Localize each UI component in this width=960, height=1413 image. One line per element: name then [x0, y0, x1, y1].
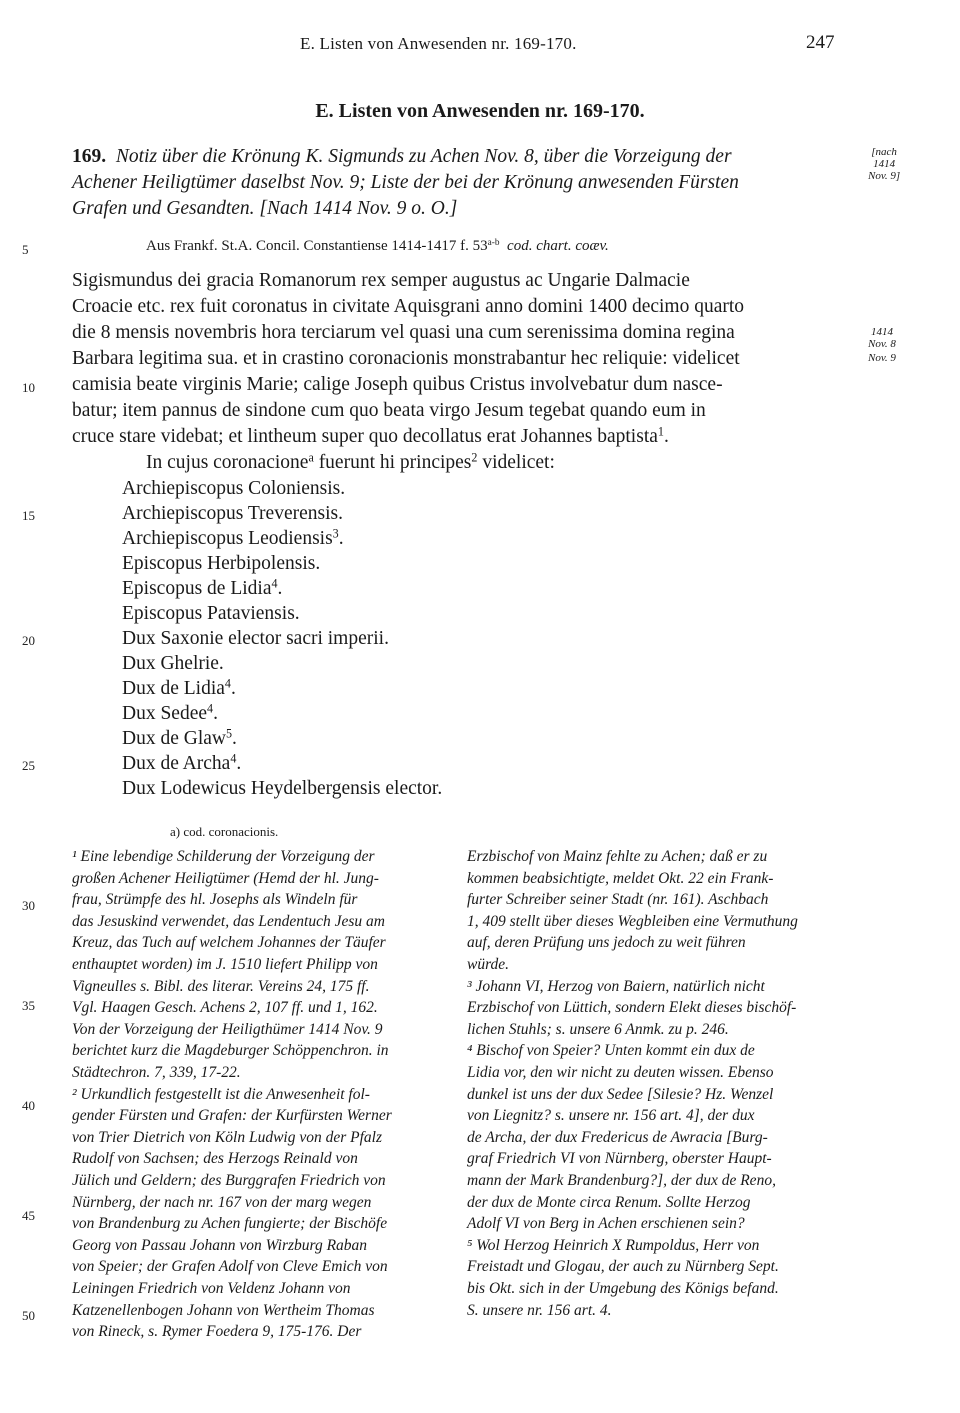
- prince-name: Episcopus de Lidia: [122, 578, 272, 599]
- prince-item: [122, 728, 237, 750]
- prince-name: Dux Lodewicus Heydelbergensis elector.: [122, 778, 443, 799]
- footnote-ref: 5: [225, 726, 233, 741]
- footnote-line: 1, 409 stellt über dieses Wegbleiben eine Vermuthung: [467, 912, 798, 930]
- footnote-line: lichen Stuhls; s. unsere 6 Anmk. zu p. 246.: [467, 1020, 729, 1038]
- footnote-line: Freistadt und Glogau, der auch zu Nürnberg Sept.: [467, 1258, 779, 1276]
- footnote-line: Georg von Passau Johann von Wirzburg Raban: [72, 1236, 368, 1254]
- line-number: 20: [22, 633, 35, 648]
- footnote-line: ³ Johann VI, Herzog von Baiern, natürlich nicht: [467, 977, 765, 995]
- footnote-line: S. unsere nr. 156 art. 4.: [467, 1301, 612, 1319]
- footnote-line: Leiningen Friedrich von Veldenz Johann von: [72, 1280, 351, 1297]
- footnote-line: ² Urkundlich festgestellt ist die Anwesenheit fol-: [72, 1085, 370, 1103]
- intro-text: fuerunt hi principes: [313, 452, 472, 473]
- prince-name: Archiepiscopus Treverensis.: [122, 503, 343, 524]
- line-number: 25: [22, 758, 35, 773]
- source-note: [146, 238, 609, 255]
- prince-item: [122, 678, 236, 700]
- entry-number: 169.: [72, 146, 107, 167]
- footnote-line: Jülich und Geldern; des Burggrafen Friedrich von: [72, 1172, 386, 1189]
- footnote-line: von Brandenburg zu Achen fungierte; der Bischöfe: [72, 1215, 388, 1233]
- footnote-line: auf, deren Prüfung uns jedoch zu weit führen: [467, 934, 746, 952]
- footnote-line: Nürnberg, der nach nr. 167 von der marg wegen: [72, 1193, 372, 1211]
- apparatus-note: a) cod. coronacionis.: [170, 824, 279, 839]
- prince-name: Dux Ghelrie.: [122, 653, 224, 674]
- margin-note-date-1: [868, 146, 900, 182]
- footnote-ref: a: [308, 450, 314, 465]
- body-line: batur; item pannus de sindone cum quo beata virgo Jesum tegebat quando eum in: [72, 400, 706, 421]
- prince-tail: .: [230, 678, 236, 699]
- prince-item: [122, 478, 345, 500]
- prince-item: [122, 603, 300, 625]
- entry-heading-line-2: Achener Heiligtümer daselbst Nov. 9; Liste der bei der Krönung anwesenden Fürsten: [72, 172, 739, 193]
- prince-item: [122, 503, 343, 525]
- prince-item: [122, 628, 389, 650]
- prince-name: Dux de Lidia: [122, 678, 225, 699]
- prince-item: [122, 528, 344, 550]
- footnote-line: dunkel ist uns der dux Sedee [Silesie? Hz. Wenzel: [467, 1085, 774, 1103]
- footnote-line: würde.: [467, 956, 510, 973]
- footnote-line: von Rineck, s. Rymer Foedera 9, 175-176. Der: [72, 1323, 362, 1341]
- heading-text: Notiz über die Krönung K. Sigmunds zu Achen Nov. 8, über die Vorzeigung der: [115, 146, 732, 167]
- prince-tail: .: [232, 728, 237, 749]
- line-number: 10: [22, 380, 35, 395]
- footnote-line: Adolf VI von Berg in Achen erschienen sein?: [467, 1215, 745, 1233]
- body-line: die 8 mensis novembris hora terciarum vel quasi una cum serenissima domina regina: [72, 322, 735, 343]
- footnote-line: Kreuz, das Tuch auf welchem Johannes der Täufer: [72, 934, 386, 952]
- footnote-line: ⁵ Wol Herzog Heinrich X Rumpoldus, Herr von: [467, 1236, 760, 1254]
- source-tail: cod. chart. coæv.: [507, 238, 609, 254]
- footnote-line: bis Okt. sich in der Umgebung des Königs befand.: [467, 1280, 779, 1297]
- prince-name: Dux Saxonie elector sacri imperii.: [122, 628, 389, 649]
- entry-heading-line-1: [72, 146, 732, 168]
- prince-tail: .: [277, 578, 283, 599]
- footnote-ref: 4: [207, 701, 214, 716]
- footnote-line: von Liegnitz? s. unsere nr. 156 art. 4], der dux: [467, 1107, 755, 1125]
- prince-name: Dux de Archa: [122, 753, 231, 774]
- prince-tail: .: [236, 753, 242, 774]
- line-number: 15: [22, 508, 35, 523]
- prince-name: Episcopus Pataviensis.: [122, 603, 300, 624]
- footnote-line: Vigneulles s. Bibl. des literar. Vereins 24, 175 ff.: [72, 977, 370, 995]
- margin-note-line: [nach: [871, 146, 897, 158]
- footnote-line: ¹ Eine lebendige Schilderung der Vorzeigung der: [72, 848, 375, 865]
- prince-tail: .: [213, 703, 218, 724]
- running-title: E. Listen von Anwesenden nr. 169-170.: [300, 34, 577, 53]
- footnote-line: frau, Strümpfe des hl. Josephs als Windeln für: [72, 891, 358, 909]
- source-text: Aus Frankf. St.A. Concil. Constantiense 1414-1417 f. 53: [146, 238, 488, 254]
- prince-name: Episcopus Herbipolensis.: [122, 553, 321, 574]
- footnote-ref: 4: [224, 676, 231, 691]
- margin-note-line: 1414: [873, 158, 896, 170]
- prince-item: [122, 553, 320, 575]
- margin-note-date-3: Nov. 9: [868, 352, 896, 364]
- prince-tail: .: [338, 528, 344, 549]
- line-number: 30: [22, 898, 35, 913]
- line-number: 35: [22, 998, 35, 1013]
- margin-note-line: 1414: [870, 326, 893, 338]
- footnote-line: enthauptet worden) im J. 1510 liefert Philipp von: [72, 956, 378, 973]
- source-sup: a-b: [487, 237, 500, 248]
- footnote-line: mann der Mark Brandenburg?], der dux de Reno,: [467, 1172, 776, 1189]
- footnote-line: furter Schreiber seiner Stadt (nr. 161). Aschbach: [467, 891, 769, 909]
- body-line-last: cruce stare videbat; et lintheum super quo decollatus erat Johannes baptista$^1$.: [72, 424, 669, 447]
- line-number: 45: [22, 1208, 35, 1223]
- prince-item: [122, 653, 224, 675]
- body-line: cruce stare videbat; et lintheum super quo decollatus erat Johannes baptista: [72, 426, 658, 447]
- footnote-line: de Archa, der dux Fredericus de Awracia [Burg-: [467, 1128, 768, 1146]
- section-title: E. Listen von Anwesenden nr. 169-170.: [315, 100, 645, 122]
- footnote-line: der dux de Monte circa Renum. Sollte Herzog: [467, 1193, 751, 1211]
- prince-item: [122, 578, 282, 600]
- footnote-line: graf Friedrich VI von Nürnberg, oberster Haupt-: [467, 1150, 772, 1168]
- princes-intro: [146, 452, 555, 474]
- footnote-line: von Speier; der Grafen Adolf von Cleve Emich von: [72, 1258, 388, 1276]
- footnote-ref: 4: [230, 751, 237, 766]
- footnote-line: Lidia vor, den wir nicht zu deuten wissen. Ebenso: [467, 1064, 774, 1081]
- footnote-line: gender Fürsten und Grafen: der Kurfürsten Werner: [72, 1107, 392, 1125]
- footnote-line: Erzbischof von Lüttich, sondern Elekt dieses bischöf-: [467, 999, 797, 1017]
- footnote-line: Städtechron. 7, 339, 17-22.: [72, 1064, 241, 1081]
- prince-item: [122, 778, 442, 800]
- body-line: camisia beate virginis Marie; calige Joseph quibus Cristus involvebatur dum nasce-: [72, 374, 723, 395]
- footnote-line: berichtet kurz die Magdeburger Schöppenchron. in: [72, 1042, 389, 1060]
- prince-item: [122, 703, 218, 725]
- prince-name: Archiepiscopus Coloniensis.: [122, 478, 346, 499]
- footnote-line: Vgl. Haagen Gesch. Achens 2, 107 ff. und 1, 162.: [72, 999, 378, 1017]
- footnote-ref: 1: [657, 424, 664, 439]
- prince-name: Dux Sedee: [122, 703, 208, 724]
- footnote-line: ⁴ Bischof von Speier? Unten kommt ein dux de: [467, 1042, 755, 1060]
- prince-name: Dux de Glaw: [122, 728, 226, 749]
- entry-heading-line-3: Grafen und Gesandten. [Nach 1414 Nov. 9 o. O.]: [72, 198, 458, 219]
- prince-item: [122, 753, 241, 775]
- footnote-line: großen Achener Heiligtümer (Hemd der hl. Jung-: [72, 869, 379, 887]
- footnote-line: Von der Vorzeigung der Heiligthümer 1414 Nov. 9: [72, 1020, 383, 1038]
- margin-note-date-2: [868, 326, 896, 350]
- margin-note-line: Nov. 9]: [868, 170, 901, 182]
- body-line: Croacie etc. rex fuit coronatus in civitate Aquisgrani anno domini 1400 decimo quarto: [72, 296, 745, 317]
- footnote-line: kommen beabsichtigte, meldet Okt. 22 ein Frank-: [467, 869, 774, 887]
- prince-name: Archiepiscopus Leodiensis: [122, 528, 333, 549]
- footnote-line: Katzenellenbogen Johann von Wertheim Thomas: [72, 1301, 375, 1319]
- footnote-line: das Jesuskind verwendet, das Lendentuch Jesu am: [72, 912, 385, 930]
- footnote-ref: 4: [271, 576, 278, 591]
- footnote-ref: 3: [332, 526, 339, 541]
- intro-text: videlicet:: [477, 452, 555, 473]
- line-number: 5: [22, 242, 29, 257]
- line-number: 40: [22, 1098, 35, 1113]
- footnote-line: von Trier Dietrich von Köln Ludwig von der Pfalz: [72, 1128, 382, 1146]
- footnote-line: Rudolf von Sachsen; des Herzogs Reinald von: [72, 1150, 358, 1168]
- body-line: Sigismundus dei gracia Romanorum rex semper augustus ac Ungarie Dalmacie: [72, 270, 690, 291]
- footnote-line: Erzbischof von Mainz fehlte zu Achen; daß er zu: [467, 848, 768, 865]
- body-line: Barbara legitima sua. et in crastino coronacionis monstrabantur hec reliquie: videlicet: [72, 348, 740, 369]
- intro-text: In cujus coronacione: [146, 452, 309, 473]
- page-number: 247: [806, 32, 835, 53]
- line-number: 50: [22, 1308, 35, 1323]
- margin-note-line: Nov. 8: [868, 338, 896, 350]
- footnote-ref: 2: [471, 450, 478, 465]
